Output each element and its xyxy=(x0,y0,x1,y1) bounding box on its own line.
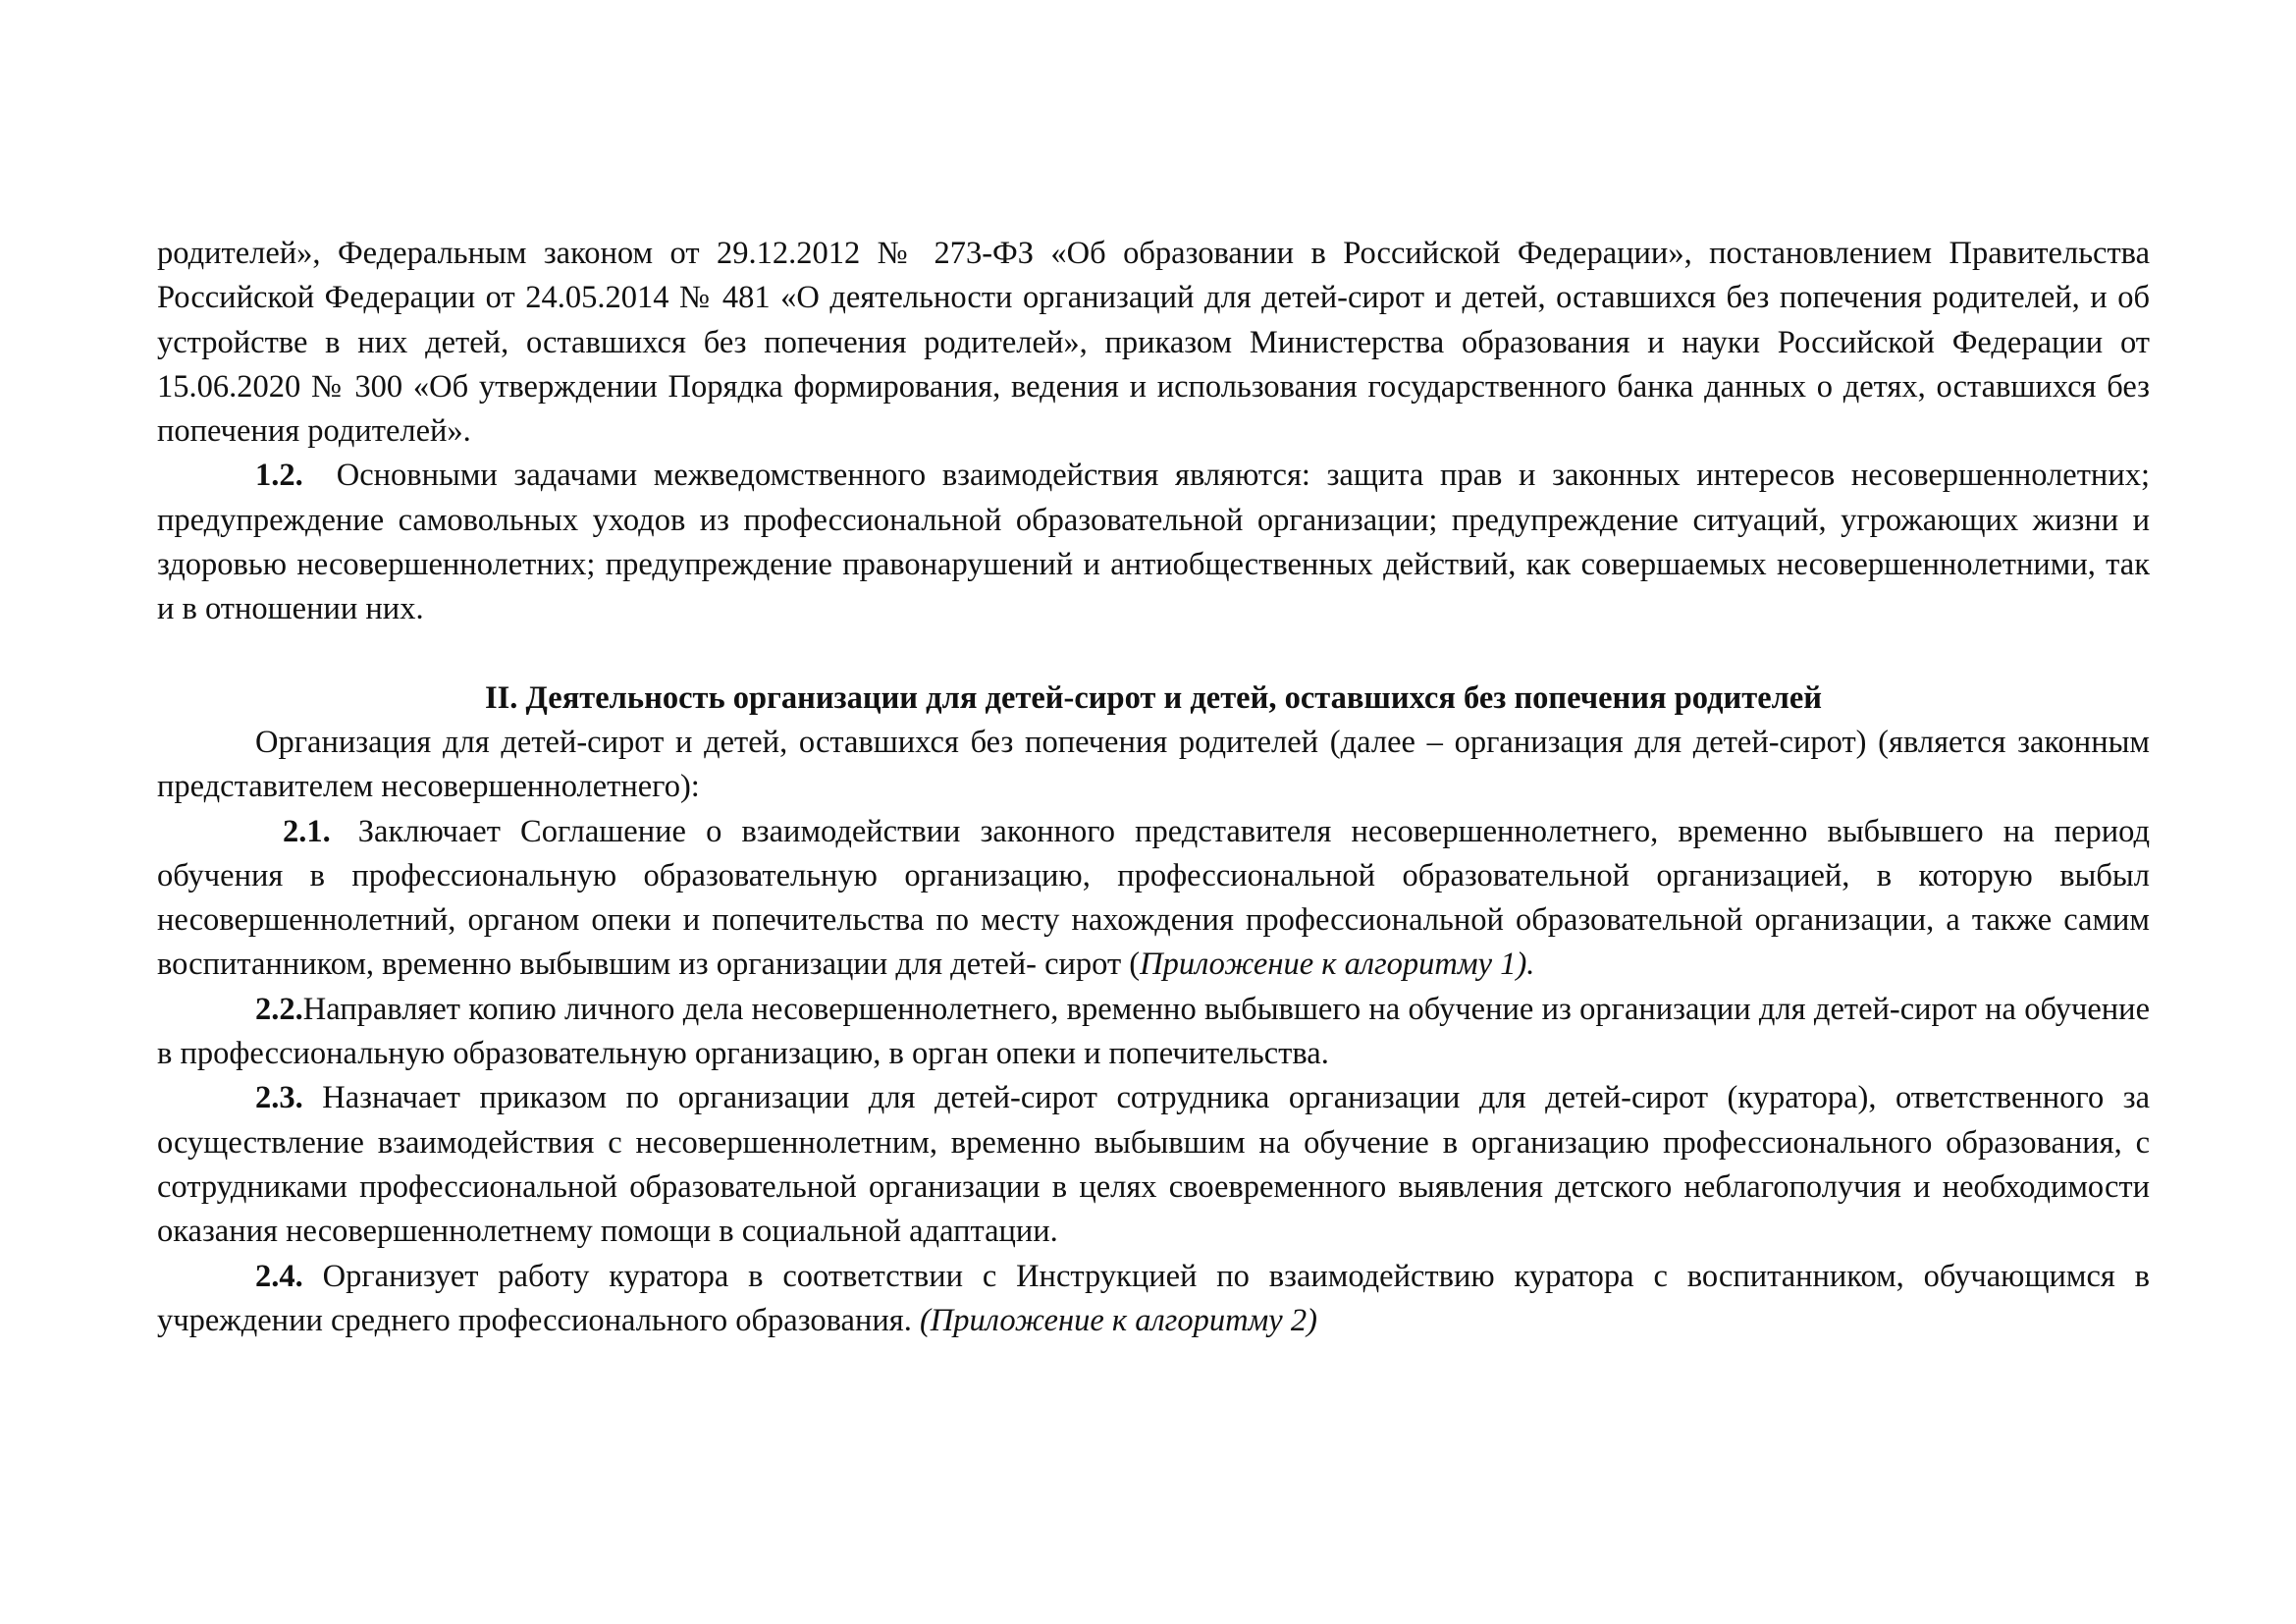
item-2-1-reference: Приложение к алгоритму 1). xyxy=(1140,947,1535,983)
paragraph-intro-text: родителей», Федеральным законом от 29.12.2012 № 273-ФЗ «Об образовании в Российской Федерации», постановлением Правительства Российской Федерации от 24.05.2014 № 481 «О деятельности организаций для детей-сирот и детей, оставшихся без попечения родителей, и об устройстве в них детей, оставшихся без попечения родителей», приказом Министерства образования и науки Российской Федерации от 15.06.2020 № 300 «Об утверждении Порядка формирования, ведения и использования государственного банка данных о детях, оставшихся без попечения родителей». xyxy=(157,236,2150,450)
document-page xyxy=(157,232,2150,1343)
paragraph-intro xyxy=(157,232,2150,454)
item-1-2 xyxy=(157,454,2150,631)
item-2-4-number: 2.4. xyxy=(255,1258,303,1294)
item-2-4-reference: (Приложение к алгоритму 2) xyxy=(919,1302,1317,1338)
item-2-2-number: 2.2. xyxy=(255,991,303,1027)
item-1-2-text: Основными задачами межведомственного взаимодействия являются: защита прав и законных интересов несовершеннолетних; предупреждение самовольных уходов из профессиональной образовательной организации; предупреждение ситуаций, угрожающих жизни и здоровью несовершеннолетних; предупреждение правонарушений и антиобщественных действий, как совершаемых несовершеннолетними, так и в отношении них. xyxy=(157,458,2150,627)
section-2-intro xyxy=(157,721,2150,810)
item-2-4-text: Организует работу куратора в соответствии с Инструкцией по взаимодействию куратора с воспитанником, обучающимся в учреждении среднего профессионального образования. xyxy=(157,1258,2150,1338)
section-2-intro-text: Организация для детей-сирот и детей, оставшихся без попечения родителей (далее – организация для детей-сирот) (является законным представителем несовершеннолетнего): xyxy=(157,724,2150,805)
item-2-1 xyxy=(157,810,2150,988)
item-2-4 xyxy=(157,1255,2150,1344)
item-2-3-text: Назначает приказом по организации для детей-сирот сотрудника организации для детей-сирот (куратора), ответственного за осуществление взаимодействия с несовершеннолетним, временно выбывшим на обучение в организацию профессионального образования, с сотрудниками профессиональной образовательной организации в целях своевременного выявления детского неблагополучия и необходимости оказания несовершеннолетнему помощи в социальной адаптации. xyxy=(157,1080,2150,1250)
item-2-1-text: Заключает Соглашение о взаимодействии законного представителя несовершеннолетнего, временно выбывшего на период обучения в профессиональную образовательную организацию, профессиональной образовательной организацией, в которую выбыл несовершеннолетний, органом опеки и попечительства по месту нахождения профессиональной образовательной организации, а также самим воспитанником, временно выбывшим из организации для детей- сирот ( xyxy=(157,813,2150,983)
item-1-2-number: 1.2. xyxy=(255,458,303,494)
item-2-3 xyxy=(157,1076,2150,1254)
item-2-3-number: 2.3. xyxy=(255,1080,303,1116)
item-2-2-text: Направляет копию личного дела несовершеннолетнего, временно выбывшего на обучение из организации для детей-сирот на обучение в профессиональную образовательную организацию, в орган опеки и попечительства. xyxy=(157,991,2150,1072)
item-2-2 xyxy=(157,988,2150,1077)
section-2-heading: II. Деятельность организации для детей-сирот и детей, оставшихся без попечения родителей xyxy=(484,679,1823,716)
item-2-1-number: 2.1. xyxy=(283,813,331,849)
